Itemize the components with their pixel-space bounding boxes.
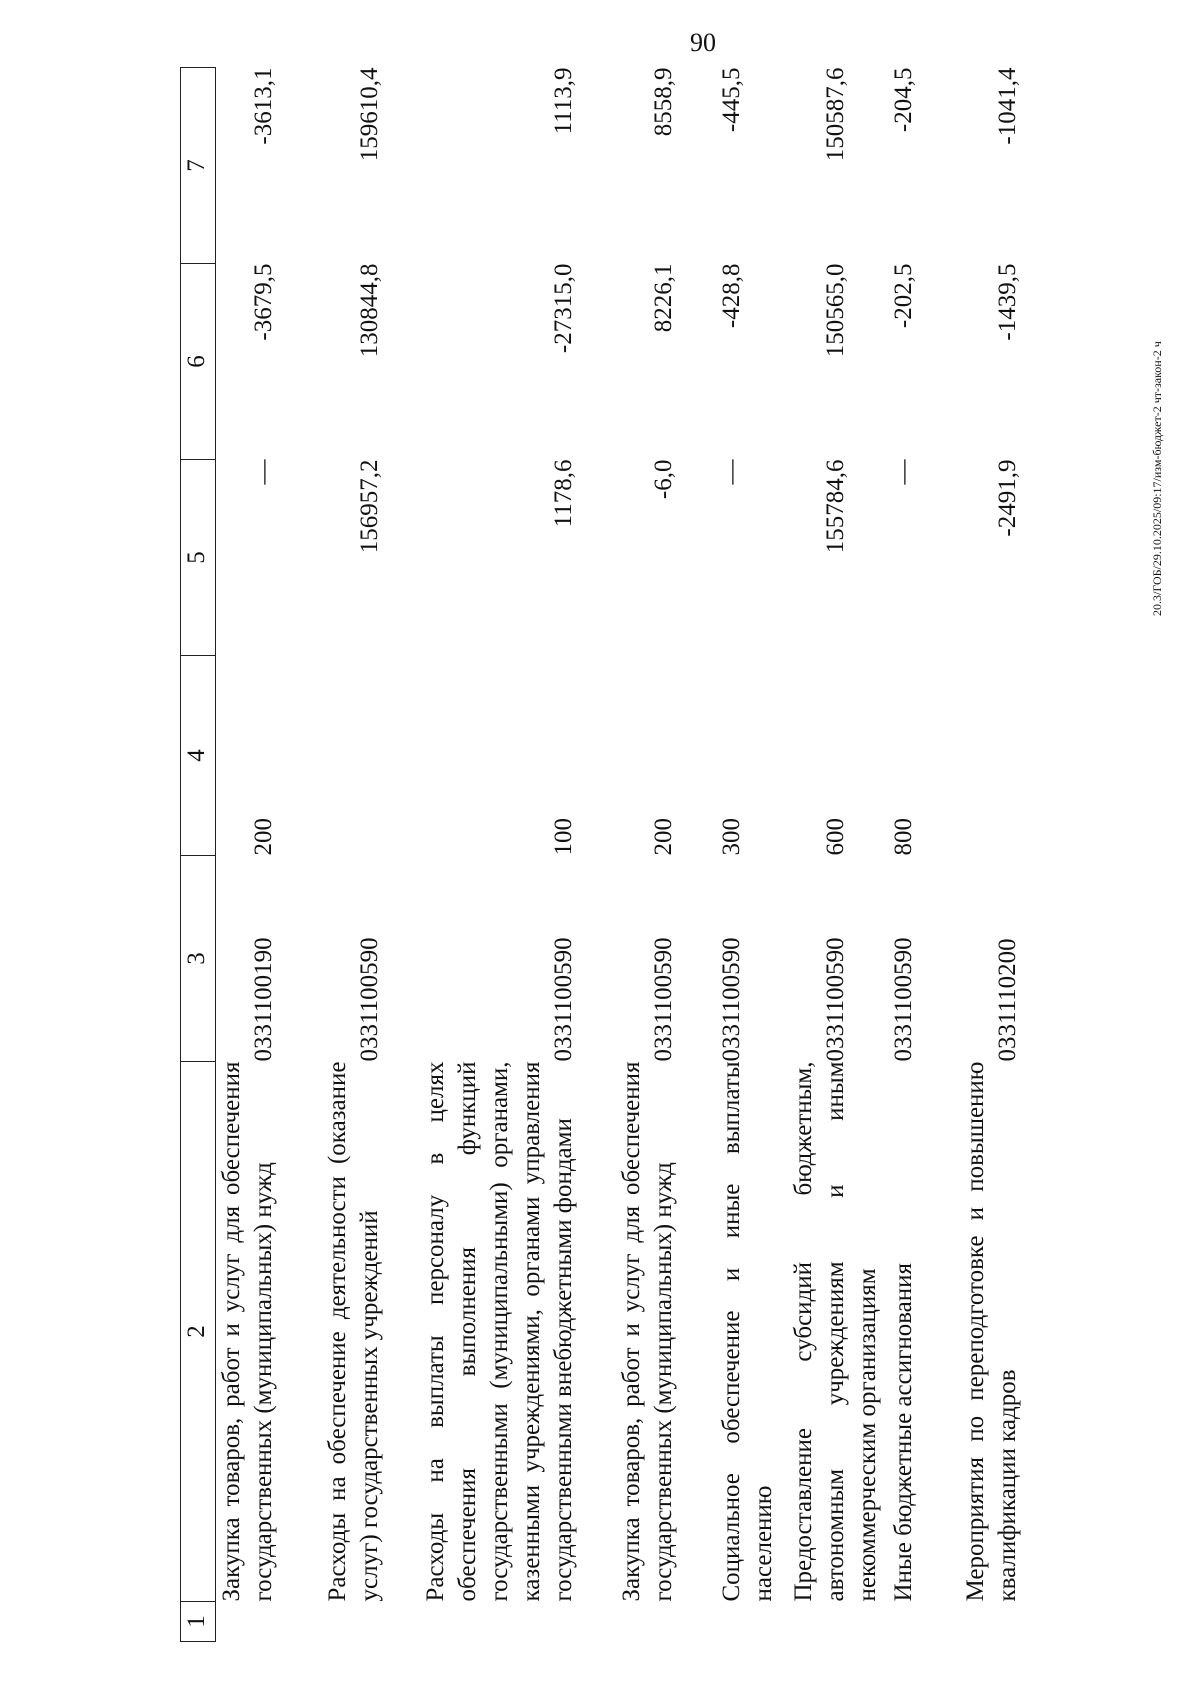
table-row xyxy=(216,68,322,1642)
expense-type: 600 xyxy=(821,818,849,856)
budget-table-sheet xyxy=(180,68,1080,1642)
column-header: 2 xyxy=(181,1062,216,1602)
value-col7: 1113,9 xyxy=(549,67,577,135)
target-code: 0331110200 xyxy=(993,938,1021,1062)
budget-table xyxy=(180,67,1050,1642)
table-row xyxy=(888,68,960,1642)
value-col5: 156957,2 xyxy=(355,459,383,554)
expense-type: 800 xyxy=(889,818,917,856)
table-row xyxy=(420,68,616,1642)
value-col5: — xyxy=(250,459,277,485)
value-col7: 159610,4 xyxy=(355,67,383,162)
row-description: Закупка товаров, работ и услуг для обеспечения государственных (муниципальных) нужд xyxy=(617,1061,677,1602)
value-col6: 150565,0 xyxy=(821,263,849,358)
value-col6: -27315,0 xyxy=(549,263,577,354)
value-col5: 1178,6 xyxy=(549,459,577,528)
target-code: 0331100590 xyxy=(549,937,577,1062)
value-col6: 8226,1 xyxy=(649,263,677,333)
value-col5: -2491,9 xyxy=(993,459,1021,537)
row-description: Иные бюджетные ассигнования xyxy=(889,1262,917,1602)
value-col7: -1041,4 xyxy=(993,67,1021,145)
column-header: 4 xyxy=(181,656,216,856)
value-col5: — xyxy=(889,459,917,485)
value-col6: -3679,5 xyxy=(250,263,277,341)
target-code: 0331100590 xyxy=(821,937,849,1062)
row-description: Социальное обеспечение и иные выплаты населению xyxy=(717,1061,777,1602)
value-col7: -445,5 xyxy=(717,67,745,133)
table-row xyxy=(322,68,420,1642)
value-col6: -1439,5 xyxy=(993,263,1021,341)
target-code: 0331100590 xyxy=(355,937,383,1062)
expense-type xyxy=(960,656,1050,856)
value-col7: -204,5 xyxy=(889,67,917,133)
value-col5: — xyxy=(717,459,745,485)
document-reference-text: 20.3/ГОБ/29.10.2025/09:17/изм-бюджет-2 чт-закон-2 ч xyxy=(1150,341,1164,616)
column-header: 7 xyxy=(181,68,216,264)
target-code: 0331100590 xyxy=(717,937,745,1062)
expense-type xyxy=(322,656,420,856)
expense-type: 200 xyxy=(250,818,277,856)
expense-type: 200 xyxy=(649,818,677,856)
target-code: 0331100590 xyxy=(889,937,917,1062)
row-description: Расходы на выплаты персоналу в целях обеспечения выполнения функций государственными (муниципальными) органами, казенными учреждениями, органами управления государственными внебюджетными фондами xyxy=(421,1061,577,1602)
value-col7: 8558,9 xyxy=(649,67,677,137)
target-code: 0331100590 xyxy=(649,937,677,1062)
row-description: Расходы на обеспечение деятельности (оказание услуг) государственных учреждений xyxy=(323,1061,383,1602)
table-row xyxy=(960,68,1050,1642)
document-reference xyxy=(1150,96,1170,616)
row-description: Мероприятия по переподготовке и повышению квалификации кадров xyxy=(961,1061,1021,1602)
column-header: 5 xyxy=(181,460,216,656)
table-row xyxy=(788,68,888,1642)
target-code: 0331100190 xyxy=(250,937,277,1062)
value-col6: -428,8 xyxy=(717,263,745,329)
value-col7: 150587,6 xyxy=(821,67,849,162)
value-col6: -202,5 xyxy=(889,263,917,329)
table-header-row xyxy=(181,68,216,1642)
value-col5: -6,0 xyxy=(649,459,677,500)
expense-type: 100 xyxy=(549,818,577,856)
row-description: Предоставление субсидий бюджетным, автономным учреждениям и иным некоммерческим организациям xyxy=(789,1061,881,1602)
value-col7: -3613,1 xyxy=(250,67,277,145)
value-col6: 130844,8 xyxy=(355,263,383,358)
column-header: 3 xyxy=(181,856,216,1062)
row-description: Закупка товаров, работ и услуг для обеспечения государственных (муниципальных) нужд xyxy=(218,1061,277,1602)
value-col5: 155784,6 xyxy=(821,459,849,554)
column-header: 1 xyxy=(181,1602,216,1642)
expense-type: 300 xyxy=(717,818,745,856)
table-row xyxy=(716,68,788,1642)
page-number: 90 xyxy=(690,28,716,57)
table-row xyxy=(616,68,716,1642)
column-header: 6 xyxy=(181,264,216,460)
